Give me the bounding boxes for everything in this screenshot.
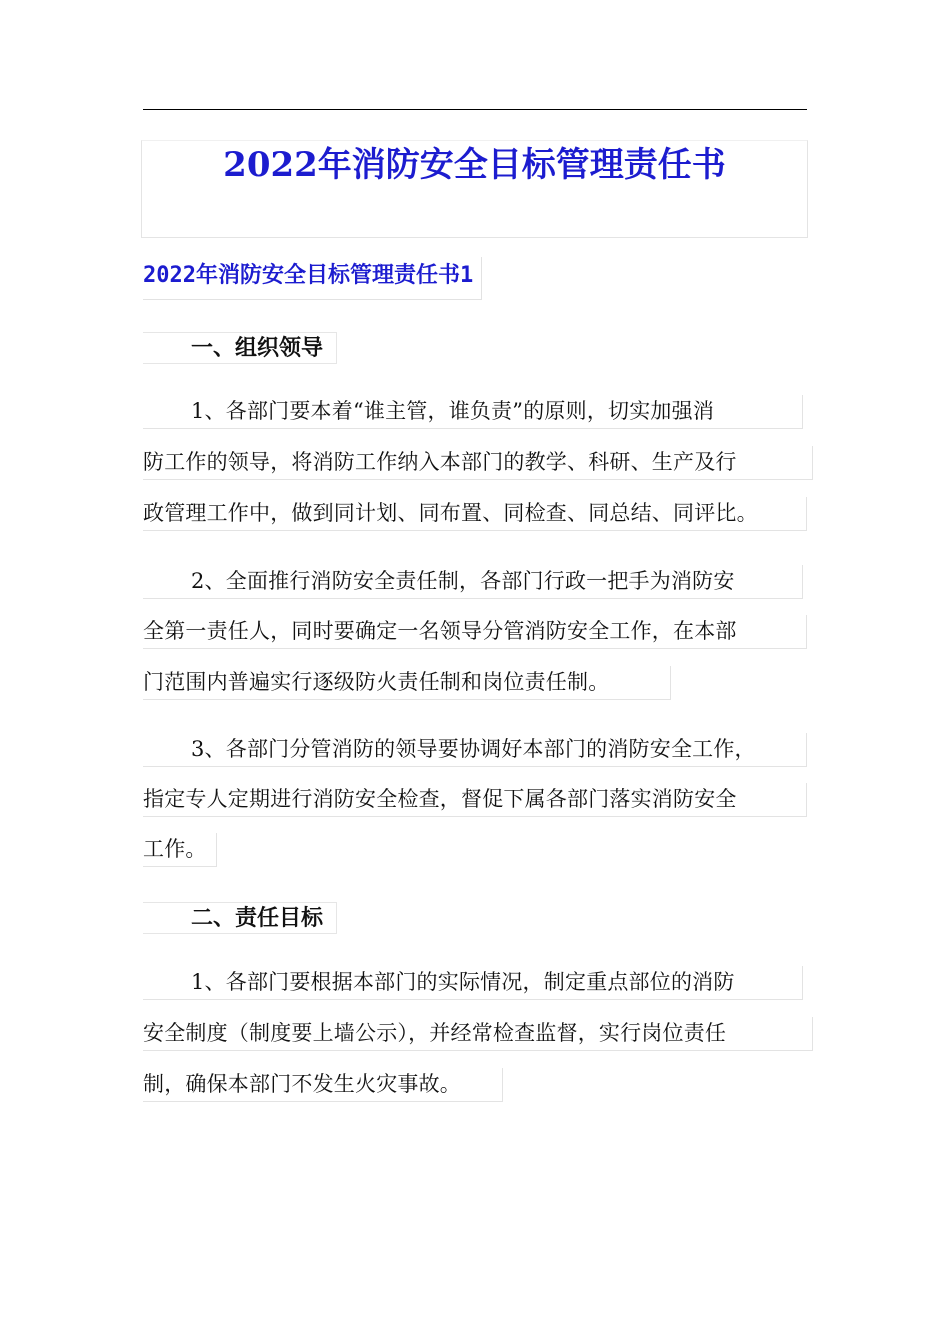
paragraph-line: 1、各部门要本着“谁主管，谁负责”的原则，切实加强消 bbox=[143, 395, 803, 429]
top-rule bbox=[143, 109, 807, 110]
paragraph-line: 指定专人定期进行消防安全检查，督促下属各部门落实消防安全 bbox=[143, 783, 807, 817]
paragraph-line: 门范围内普遍实行逐级防火责任制和岗位责任制。 bbox=[143, 666, 671, 700]
title-box bbox=[141, 140, 808, 238]
paragraph-line: 全第一责任人，同时要确定一名领导分管消防安全工作，在本部 bbox=[143, 615, 807, 649]
heading-responsibility: 二、责任目标 bbox=[143, 902, 337, 934]
paragraph-line: 1、各部门要根据本部门的实际情况，制定重点部位的消防 bbox=[143, 966, 803, 1000]
heading-organization: 一、组织领导 bbox=[143, 332, 337, 364]
section-title: 2022年消防安全目标管理责任书1 bbox=[143, 257, 482, 300]
paragraph-line: 2、全面推行消防安全责任制，各部门行政一把手为消防安 bbox=[143, 565, 803, 599]
paragraph-line: 3、各部门分管消防的领导要协调好本部门的消防安全工作， bbox=[143, 733, 807, 767]
paragraph-line: 安全制度（制度要上墙公示），并经常检查监督，实行岗位责任 bbox=[143, 1017, 813, 1051]
paragraph-line: 防工作的领导，将消防工作纳入本部门的教学、科研、生产及行 bbox=[143, 446, 813, 480]
paragraph-line: 工作。 bbox=[143, 833, 217, 867]
paragraph-line: 政管理工作中，做到同计划、同布置、同检查、同总结、同评比。 bbox=[143, 497, 807, 531]
paragraph-line: 制，确保本部门不发生火灾事故。 bbox=[143, 1068, 503, 1102]
page-title: 2022年消防安全目标管理责任书 bbox=[223, 145, 726, 185]
